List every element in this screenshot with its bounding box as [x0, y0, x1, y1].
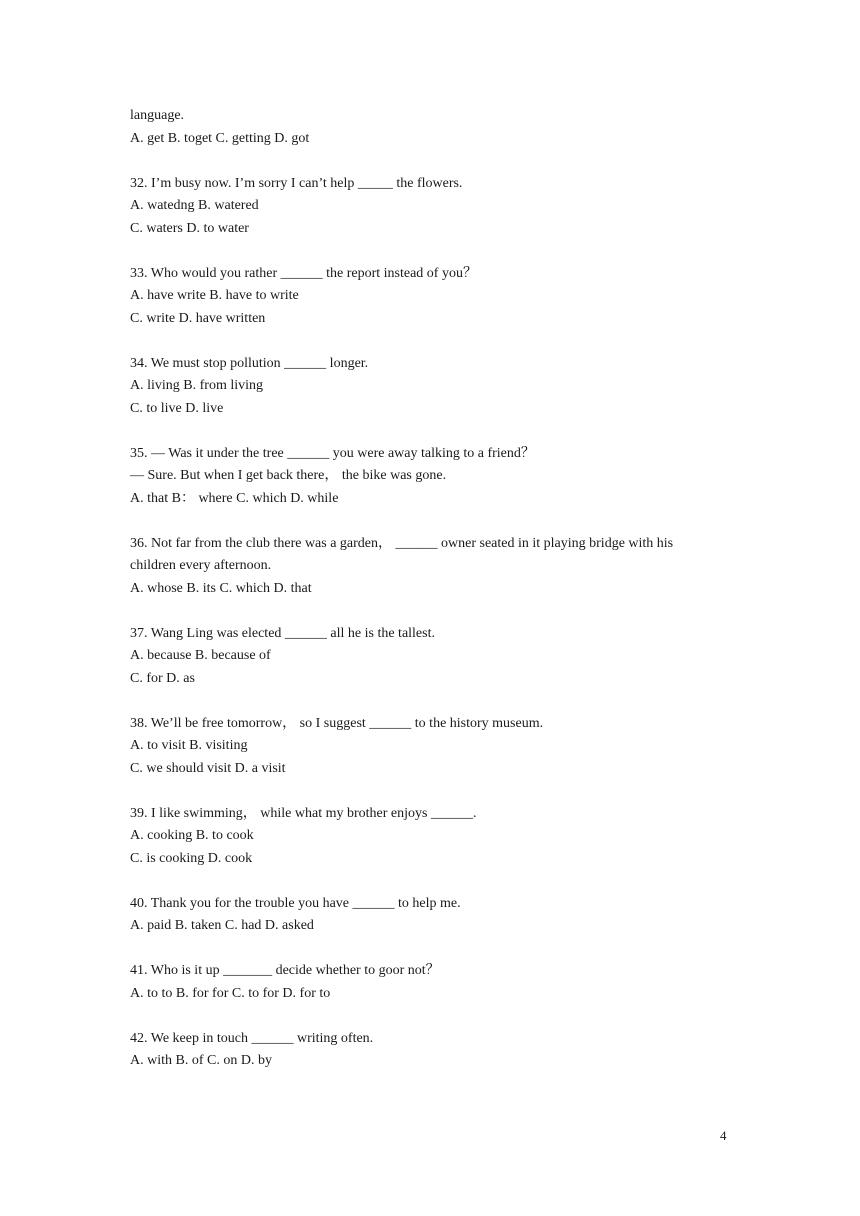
answer-options: C. to live D. live — [130, 400, 224, 416]
question-text: 42. We keep in touch ______ writing often. — [130, 1030, 374, 1046]
answer-options: A. whose B. its C. which D. that — [130, 580, 312, 596]
answer-options: C. is cooking D. cook — [130, 850, 253, 866]
answer-options: A. because B. because of — [130, 648, 271, 663]
question-block — [130, 803, 735, 871]
answer-options: A. get B. toget C. getting D. got — [130, 130, 310, 146]
question-text: 32. I’m busy now. I’m sorry I can’t help _____ the flowers. — [130, 175, 463, 191]
question-block — [130, 893, 735, 938]
answer-options: A. watedng B. watered — [130, 198, 259, 213]
question-block — [130, 173, 735, 241]
question-block — [130, 443, 735, 511]
question-text: 41. Who is it up _______ decide whether to goor not？ — [130, 963, 440, 978]
question-text: language. — [130, 108, 185, 123]
question-block — [130, 960, 735, 1005]
answer-options: C. waters D. to water — [130, 220, 249, 236]
question-block — [130, 713, 735, 781]
question-block — [130, 353, 735, 421]
question-block — [130, 105, 735, 150]
question-text: 38. We’ll be free tomorrow， so I suggest ______ to the history museum. — [130, 715, 544, 731]
question-text: 35. — Was it under the tree ______ you were away talking to a friend？ — [130, 445, 535, 461]
dialogue-response: — Sure. But when I get back there， the bike was gone. — [130, 468, 447, 483]
question-text: 40. Thank you for the trouble you have ______ to help me. — [130, 895, 461, 911]
question-text-continued: children every afternoon. — [130, 558, 272, 573]
answer-options: A. have write B. have to write — [130, 288, 299, 303]
answer-options: A. to visit B. visiting — [130, 738, 248, 753]
answer-options: C. for D. as — [130, 670, 195, 686]
answer-options: C. write D. have written — [130, 310, 266, 326]
question-text: 36. Not far from the club there was a garden， ______ owner seated in it playing bridge with his — [130, 535, 674, 551]
question-text: 33. Who would you rather ______ the report instead of you？ — [130, 265, 477, 281]
document-body — [130, 105, 735, 1073]
answer-options: A. cooking B. to cook — [130, 828, 254, 843]
question-block — [130, 533, 735, 601]
question-text: 34. We must stop pollution ______ longer. — [130, 355, 369, 371]
answer-options: A. to to B. for for C. to for D. for to — [130, 985, 331, 1001]
answer-options: A. paid B. taken C. had D. asked — [130, 918, 314, 933]
page-number: 4 — [720, 1128, 727, 1143]
answer-options: A. living B. from living — [130, 378, 263, 393]
answer-options: C. we should visit D. a visit — [130, 760, 286, 776]
question-text: 39. I like swimming， while what my brother enjoys ______. — [130, 805, 477, 821]
answer-options: A. that B： where C. which D. while — [130, 490, 339, 506]
question-text: 37. Wang Ling was elected ______ all he is the tallest. — [130, 625, 435, 641]
question-block — [130, 1028, 735, 1073]
answer-options: A. with B. of C. on D. by — [130, 1053, 272, 1068]
question-block — [130, 623, 735, 691]
question-block — [130, 263, 735, 331]
